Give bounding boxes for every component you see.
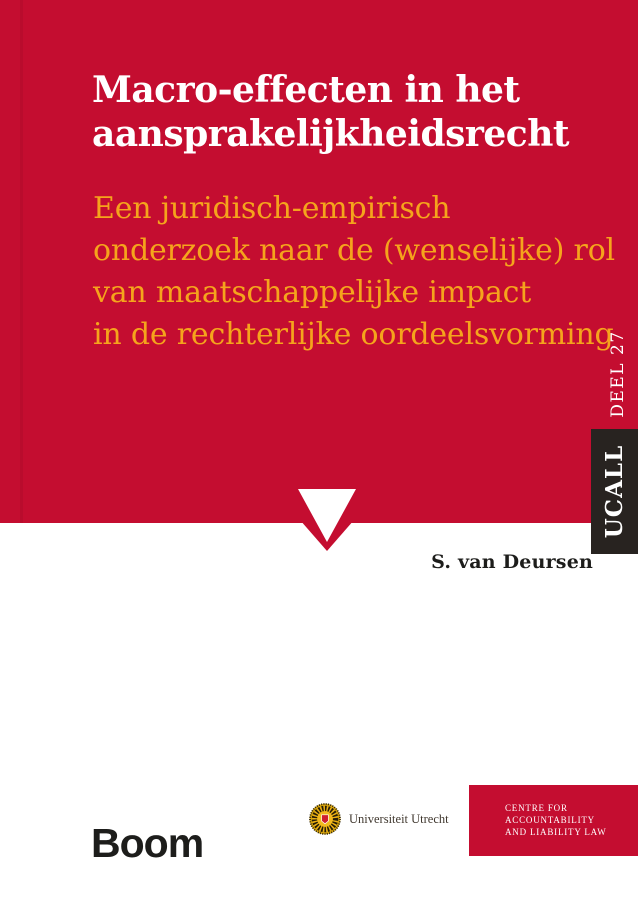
series-volume-label: DEEL 27 <box>608 330 628 418</box>
series-ucall-tab <box>591 429 638 554</box>
utrecht-university-logo <box>308 802 449 836</box>
author-name: S. van Deursen <box>431 551 593 573</box>
subtitle-line: van maatschappelijke impact <box>93 275 532 310</box>
spine-crease <box>20 0 23 523</box>
book-title <box>92 68 569 156</box>
utrecht-university-name: Universiteit Utrecht <box>349 811 449 826</box>
title-line: aansprakelijkheidsrecht <box>92 113 570 155</box>
title-line: Macro-effecten in het <box>92 69 520 111</box>
ucall-centre-logo-block <box>469 785 638 856</box>
subtitle-line: in de rechterlijke oordeelsvorming <box>93 317 614 352</box>
centre-logo-line: CENTRE FOR <box>505 803 568 813</box>
centre-logo-line: AND LIABILITY LAW <box>505 827 607 837</box>
series-ucall-label: UCALL <box>601 444 628 539</box>
book-subtitle <box>93 188 615 356</box>
centre-logo-line: ACCOUNTABILITY <box>505 815 595 825</box>
boom-publisher-logo: Boom <box>91 820 204 866</box>
subtitle-line: Een juridisch-empirisch <box>93 191 451 226</box>
subtitle-line: onderzoek naar de (wenselijke) rol <box>93 233 615 268</box>
sun-emblem-icon <box>308 802 342 836</box>
down-arrow-icon <box>280 480 380 560</box>
